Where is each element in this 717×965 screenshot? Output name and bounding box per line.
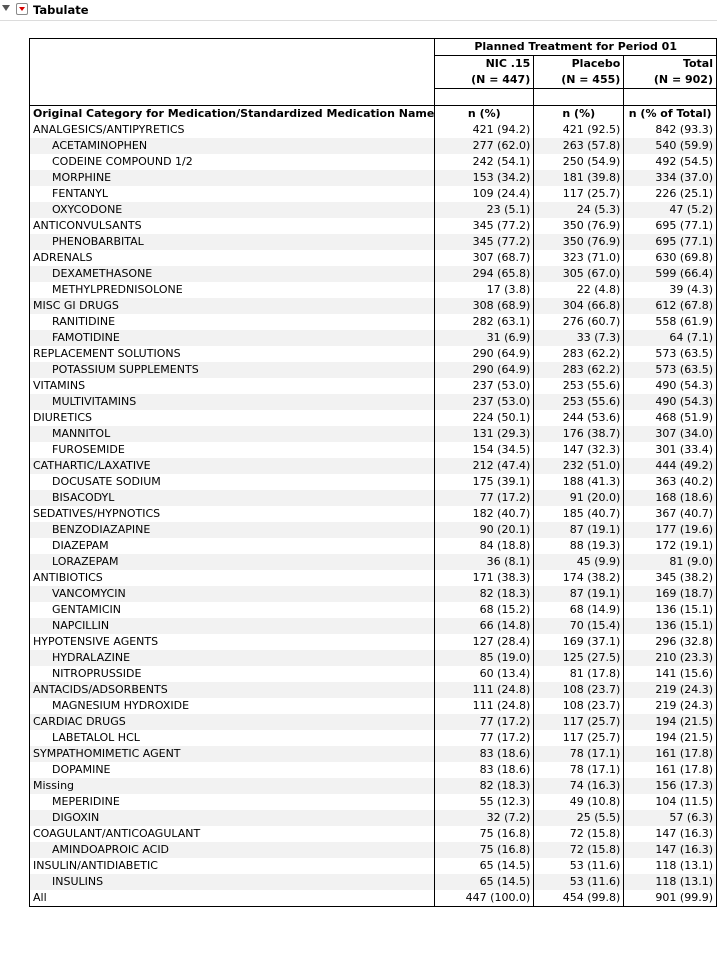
- value-cell-total: 136 (15.1): [624, 618, 717, 634]
- value-cell-nic: 68 (15.2): [435, 602, 534, 618]
- value-cell-nic: 345 (77.2): [435, 218, 534, 234]
- value-cell-placebo: 25 (5.5): [534, 810, 624, 826]
- tabulate-outline-header: [0, 0, 717, 20]
- value-cell-total: 296 (32.8): [624, 634, 717, 650]
- table-row: [30, 506, 717, 522]
- value-cell-total: 345 (38.2): [624, 570, 717, 586]
- medication-name-cell: GENTAMICIN: [30, 602, 435, 618]
- medication-name-cell: FAMOTIDINE: [30, 330, 435, 346]
- category-name-cell: VITAMINS: [30, 378, 435, 394]
- table-row: [30, 634, 717, 650]
- value-cell-placebo: 125 (27.5): [534, 650, 624, 666]
- n-nic: (N = 447): [435, 72, 534, 89]
- value-cell-nic: 127 (28.4): [435, 634, 534, 650]
- value-cell-total: 118 (13.1): [624, 874, 717, 890]
- value-cell-nic: 31 (6.9): [435, 330, 534, 346]
- table-row: [30, 426, 717, 442]
- value-cell-total: 118 (13.1): [624, 858, 717, 874]
- table-row: [30, 714, 717, 730]
- table-row: [30, 586, 717, 602]
- category-name-cell: CARDIAC DRUGS: [30, 714, 435, 730]
- value-cell-placebo: 181 (39.8): [534, 170, 624, 186]
- value-cell-total: 141 (15.6): [624, 666, 717, 682]
- value-cell-total: 307 (34.0): [624, 426, 717, 442]
- medication-name-cell: PHENOBARBITAL: [30, 234, 435, 250]
- table-row: [30, 538, 717, 554]
- value-cell-placebo: 70 (15.4): [534, 618, 624, 634]
- value-cell-placebo: 176 (38.7): [534, 426, 624, 442]
- category-name-cell: CATHARTIC/LAXATIVE: [30, 458, 435, 474]
- table-row: [30, 746, 717, 762]
- table-row: [30, 314, 717, 330]
- value-cell-nic: 111 (24.8): [435, 682, 534, 698]
- table-row: [30, 298, 717, 314]
- value-cell-nic: 237 (53.0): [435, 394, 534, 410]
- value-cell-nic: 77 (17.2): [435, 490, 534, 506]
- table-row: [30, 202, 717, 218]
- category-name-cell: COAGULANT/ANTICOAGULANT: [30, 826, 435, 842]
- value-cell-placebo: 72 (15.8): [534, 826, 624, 842]
- medication-name-cell: CODEINE COMPOUND 1/2: [30, 154, 435, 170]
- value-cell-placebo: 454 (99.8): [534, 890, 624, 907]
- value-cell-nic: 85 (19.0): [435, 650, 534, 666]
- value-cell-placebo: 263 (57.8): [534, 138, 624, 154]
- value-cell-placebo: 68 (14.9): [534, 602, 624, 618]
- value-cell-placebo: 276 (60.7): [534, 314, 624, 330]
- medication-name-cell: OXYCODONE: [30, 202, 435, 218]
- corner-cell: [30, 39, 435, 56]
- value-cell-placebo: 169 (37.1): [534, 634, 624, 650]
- category-name-cell: INSULIN/ANTIDIABETIC: [30, 858, 435, 874]
- stat-header-placebo: n (%): [534, 106, 624, 123]
- value-cell-nic: 75 (16.8): [435, 826, 534, 842]
- value-cell-total: 161 (17.8): [624, 746, 717, 762]
- value-cell-total: 168 (18.6): [624, 490, 717, 506]
- value-cell-total: 367 (40.7): [624, 506, 717, 522]
- value-cell-total: 540 (59.9): [624, 138, 717, 154]
- value-cell-total: 573 (63.5): [624, 346, 717, 362]
- value-cell-total: 612 (67.8): [624, 298, 717, 314]
- value-cell-placebo: 117 (25.7): [534, 714, 624, 730]
- value-cell-nic: 60 (13.4): [435, 666, 534, 682]
- value-cell-total: 490 (54.3): [624, 378, 717, 394]
- value-cell-nic: 77 (17.2): [435, 730, 534, 746]
- n-placebo: (N = 455): [534, 72, 624, 89]
- value-cell-nic: 84 (18.8): [435, 538, 534, 554]
- table-row: [30, 794, 717, 810]
- value-cell-placebo: 108 (23.7): [534, 698, 624, 714]
- value-cell-placebo: 24 (5.3): [534, 202, 624, 218]
- category-name-cell: ADRENALS: [30, 250, 435, 266]
- table-row: [30, 762, 717, 778]
- value-cell-placebo: 22 (4.8): [534, 282, 624, 298]
- value-cell-total: 147 (16.3): [624, 826, 717, 842]
- value-cell-placebo: 45 (9.9): [534, 554, 624, 570]
- value-cell-nic: 447 (100.0): [435, 890, 534, 907]
- table-row: [30, 730, 717, 746]
- table-row: [30, 682, 717, 698]
- table-row: [30, 602, 717, 618]
- medication-name-cell: MANNITOL: [30, 426, 435, 442]
- table-row: [30, 490, 717, 506]
- value-cell-placebo: 117 (25.7): [534, 730, 624, 746]
- table-row: [30, 234, 717, 250]
- value-cell-total: 695 (77.1): [624, 218, 717, 234]
- table-row: [30, 618, 717, 634]
- table-row: [30, 378, 717, 394]
- value-cell-total: 226 (25.1): [624, 186, 717, 202]
- table-row: [30, 218, 717, 234]
- medication-name-cell: DOPAMINE: [30, 762, 435, 778]
- value-cell-nic: 83 (18.6): [435, 762, 534, 778]
- value-cell-nic: 290 (64.9): [435, 346, 534, 362]
- value-cell-nic: 242 (54.1): [435, 154, 534, 170]
- value-cell-total: 147 (16.3): [624, 842, 717, 858]
- value-cell-total: 194 (21.5): [624, 730, 717, 746]
- medication-name-cell: VANCOMYCIN: [30, 586, 435, 602]
- value-cell-total: 334 (37.0): [624, 170, 717, 186]
- value-cell-nic: 131 (29.3): [435, 426, 534, 442]
- value-cell-total: 169 (18.7): [624, 586, 717, 602]
- value-cell-nic: 308 (68.9): [435, 298, 534, 314]
- medication-name-cell: LORAZEPAM: [30, 554, 435, 570]
- category-name-cell: SEDATIVES/HYPNOTICS: [30, 506, 435, 522]
- value-cell-nic: 82 (18.3): [435, 586, 534, 602]
- table-row: [30, 874, 717, 890]
- category-name-cell: ANALGESICS/ANTIPYRETICS: [30, 122, 435, 138]
- value-cell-nic: 111 (24.8): [435, 698, 534, 714]
- medication-name-cell: DEXAMETHASONE: [30, 266, 435, 282]
- value-cell-total: 57 (6.3): [624, 810, 717, 826]
- value-cell-nic: 171 (38.3): [435, 570, 534, 586]
- table-row: [30, 554, 717, 570]
- value-cell-placebo: 87 (19.1): [534, 522, 624, 538]
- value-cell-nic: 175 (39.1): [435, 474, 534, 490]
- medication-name-cell: LABETALOL HCL: [30, 730, 435, 746]
- table-row: [30, 458, 717, 474]
- value-cell-total: 219 (24.3): [624, 698, 717, 714]
- value-cell-total: 136 (15.1): [624, 602, 717, 618]
- col-header-nic: NIC .15: [435, 56, 534, 73]
- value-cell-placebo: 283 (62.2): [534, 362, 624, 378]
- col-header-total: Total: [624, 56, 717, 73]
- table-row: [30, 410, 717, 426]
- category-name-cell: SYMPATHOMIMETIC AGENT: [30, 746, 435, 762]
- table-row: [30, 698, 717, 714]
- value-cell-placebo: 350 (76.9): [534, 218, 624, 234]
- value-cell-nic: 282 (63.1): [435, 314, 534, 330]
- medication-name-cell: MAGNESIUM HYDROXIDE: [30, 698, 435, 714]
- category-name-cell: ANTACIDS/ADSORBENTS: [30, 682, 435, 698]
- table-row: [30, 442, 717, 458]
- value-cell-placebo: 117 (25.7): [534, 186, 624, 202]
- medication-name-cell: BISACODYL: [30, 490, 435, 506]
- value-cell-placebo: 323 (71.0): [534, 250, 624, 266]
- value-cell-nic: 23 (5.1): [435, 202, 534, 218]
- category-name-cell: ANTIBIOTICS: [30, 570, 435, 586]
- value-cell-nic: 83 (18.6): [435, 746, 534, 762]
- value-cell-total: 492 (54.5): [624, 154, 717, 170]
- table-row: [30, 154, 717, 170]
- table-row: [30, 522, 717, 538]
- value-cell-nic: 65 (14.5): [435, 874, 534, 890]
- row-label-header: Original Category for Medication/Standardized Medication Name: [30, 106, 435, 123]
- value-cell-placebo: 174 (38.2): [534, 570, 624, 586]
- table-row: [30, 474, 717, 490]
- table-row: [30, 346, 717, 362]
- value-cell-placebo: 78 (17.1): [534, 762, 624, 778]
- value-cell-total: 104 (11.5): [624, 794, 717, 810]
- table-row: [30, 122, 717, 138]
- medication-name-cell: INSULINS: [30, 874, 435, 890]
- value-cell-placebo: 283 (62.2): [534, 346, 624, 362]
- red-triangle-menu-icon[interactable]: [16, 3, 28, 15]
- value-cell-total: 301 (33.4): [624, 442, 717, 458]
- table-row: [30, 170, 717, 186]
- value-cell-total: 558 (61.9): [624, 314, 717, 330]
- value-cell-nic: 290 (64.9): [435, 362, 534, 378]
- value-cell-placebo: 305 (67.0): [534, 266, 624, 282]
- value-cell-total: 695 (77.1): [624, 234, 717, 250]
- value-cell-total: 219 (24.3): [624, 682, 717, 698]
- value-cell-nic: 182 (40.7): [435, 506, 534, 522]
- value-cell-total: 47 (5.2): [624, 202, 717, 218]
- value-cell-placebo: 78 (17.1): [534, 746, 624, 762]
- value-cell-total: 177 (19.6): [624, 522, 717, 538]
- value-cell-placebo: 421 (92.5): [534, 122, 624, 138]
- medication-name-cell: ACETAMINOPHEN: [30, 138, 435, 154]
- value-cell-placebo: 188 (41.3): [534, 474, 624, 490]
- value-cell-placebo: 91 (20.0): [534, 490, 624, 506]
- outline-title: Tabulate: [33, 3, 89, 17]
- medication-name-cell: MORPHINE: [30, 170, 435, 186]
- value-cell-total: 490 (54.3): [624, 394, 717, 410]
- tabulate-table: [29, 38, 717, 907]
- table-row: [30, 826, 717, 842]
- table-row: [30, 890, 717, 907]
- medication-name-cell: NAPCILLIN: [30, 618, 435, 634]
- medication-name-cell: NITROPRUSSIDE: [30, 666, 435, 682]
- value-cell-total: 194 (21.5): [624, 714, 717, 730]
- stat-header-nic: n (%): [435, 106, 534, 123]
- medication-name-cell: POTASSIUM SUPPLEMENTS: [30, 362, 435, 378]
- value-cell-placebo: 253 (55.6): [534, 378, 624, 394]
- table-row: [30, 666, 717, 682]
- table-row: [30, 570, 717, 586]
- value-cell-placebo: 304 (66.8): [534, 298, 624, 314]
- value-cell-placebo: 53 (11.6): [534, 874, 624, 890]
- category-name-cell: DIURETICS: [30, 410, 435, 426]
- value-cell-placebo: 88 (19.3): [534, 538, 624, 554]
- value-cell-nic: 36 (8.1): [435, 554, 534, 570]
- medication-name-cell: MEPERIDINE: [30, 794, 435, 810]
- value-cell-nic: 277 (62.0): [435, 138, 534, 154]
- value-cell-nic: 224 (50.1): [435, 410, 534, 426]
- medication-name-cell: HYDRALAZINE: [30, 650, 435, 666]
- value-cell-nic: 32 (7.2): [435, 810, 534, 826]
- value-cell-total: 39 (4.3): [624, 282, 717, 298]
- value-cell-total: 363 (40.2): [624, 474, 717, 490]
- table-row: [30, 186, 717, 202]
- value-cell-placebo: 53 (11.6): [534, 858, 624, 874]
- medication-name-cell: MULTIVITAMINS: [30, 394, 435, 410]
- value-cell-nic: 345 (77.2): [435, 234, 534, 250]
- table-row: [30, 778, 717, 794]
- medication-name-cell: RANITIDINE: [30, 314, 435, 330]
- stat-header-total: n (% of Total): [624, 106, 717, 123]
- value-cell-nic: 421 (94.2): [435, 122, 534, 138]
- table-body: [30, 122, 717, 907]
- value-cell-nic: 212 (47.4): [435, 458, 534, 474]
- medication-name-cell: FUROSEMIDE: [30, 442, 435, 458]
- category-name-cell: REPLACEMENT SOLUTIONS: [30, 346, 435, 362]
- value-cell-placebo: 185 (40.7): [534, 506, 624, 522]
- value-cell-nic: 82 (18.3): [435, 778, 534, 794]
- value-cell-placebo: 33 (7.3): [534, 330, 624, 346]
- value-cell-placebo: 72 (15.8): [534, 842, 624, 858]
- value-cell-total: 64 (7.1): [624, 330, 717, 346]
- medication-name-cell: DIGOXIN: [30, 810, 435, 826]
- value-cell-placebo: 49 (10.8): [534, 794, 624, 810]
- value-cell-total: 210 (23.3): [624, 650, 717, 666]
- value-cell-total: 599 (66.4): [624, 266, 717, 282]
- category-name-cell: All: [30, 890, 435, 907]
- value-cell-total: 161 (17.8): [624, 762, 717, 778]
- value-cell-placebo: 87 (19.1): [534, 586, 624, 602]
- medication-name-cell: METHYLPREDNISOLONE: [30, 282, 435, 298]
- value-cell-total: 630 (69.8): [624, 250, 717, 266]
- category-name-cell: ANTICONVULSANTS: [30, 218, 435, 234]
- category-name-cell: Missing: [30, 778, 435, 794]
- value-cell-nic: 77 (17.2): [435, 714, 534, 730]
- value-cell-nic: 75 (16.8): [435, 842, 534, 858]
- category-name-cell: MISC GI DRUGS: [30, 298, 435, 314]
- value-cell-placebo: 108 (23.7): [534, 682, 624, 698]
- value-cell-placebo: 250 (54.9): [534, 154, 624, 170]
- value-cell-total: 444 (49.2): [624, 458, 717, 474]
- disclosure-triangle-icon[interactable]: [2, 5, 10, 11]
- value-cell-placebo: 147 (32.3): [534, 442, 624, 458]
- table-row: [30, 330, 717, 346]
- value-cell-placebo: 244 (53.6): [534, 410, 624, 426]
- table-row: [30, 650, 717, 666]
- value-cell-nic: 307 (68.7): [435, 250, 534, 266]
- value-cell-nic: 109 (24.4): [435, 186, 534, 202]
- medication-name-cell: FENTANYL: [30, 186, 435, 202]
- group-header: Planned Treatment for Period 01: [435, 39, 717, 56]
- table-row: [30, 282, 717, 298]
- value-cell-placebo: 232 (51.0): [534, 458, 624, 474]
- table-row: [30, 842, 717, 858]
- value-cell-total: 842 (93.3): [624, 122, 717, 138]
- value-cell-nic: 55 (12.3): [435, 794, 534, 810]
- value-cell-placebo: 74 (16.3): [534, 778, 624, 794]
- header-divider: [0, 20, 717, 21]
- table-row: [30, 362, 717, 378]
- value-cell-nic: 237 (53.0): [435, 378, 534, 394]
- value-cell-nic: 294 (65.8): [435, 266, 534, 282]
- medication-name-cell: DIAZEPAM: [30, 538, 435, 554]
- col-header-placebo: Placebo: [534, 56, 624, 73]
- value-cell-nic: 153 (34.2): [435, 170, 534, 186]
- value-cell-total: 81 (9.0): [624, 554, 717, 570]
- value-cell-total: 901 (99.9): [624, 890, 717, 907]
- table-row: [30, 250, 717, 266]
- category-name-cell: HYPOTENSIVE AGENTS: [30, 634, 435, 650]
- value-cell-nic: 17 (3.8): [435, 282, 534, 298]
- table-row: [30, 810, 717, 826]
- table-row: [30, 266, 717, 282]
- table-row: [30, 394, 717, 410]
- medication-name-cell: DOCUSATE SODIUM: [30, 474, 435, 490]
- value-cell-total: 468 (51.9): [624, 410, 717, 426]
- n-total: (N = 902): [624, 72, 717, 89]
- table-row: [30, 138, 717, 154]
- value-cell-placebo: 350 (76.9): [534, 234, 624, 250]
- table-row: [30, 858, 717, 874]
- value-cell-placebo: 81 (17.8): [534, 666, 624, 682]
- value-cell-total: 172 (19.1): [624, 538, 717, 554]
- value-cell-total: 573 (63.5): [624, 362, 717, 378]
- value-cell-placebo: 253 (55.6): [534, 394, 624, 410]
- value-cell-nic: 154 (34.5): [435, 442, 534, 458]
- value-cell-nic: 90 (20.1): [435, 522, 534, 538]
- medication-name-cell: BENZODIAZAPINE: [30, 522, 435, 538]
- value-cell-total: 156 (17.3): [624, 778, 717, 794]
- value-cell-nic: 66 (14.8): [435, 618, 534, 634]
- value-cell-nic: 65 (14.5): [435, 858, 534, 874]
- medication-name-cell: AMINDOAPROIC ACID: [30, 842, 435, 858]
